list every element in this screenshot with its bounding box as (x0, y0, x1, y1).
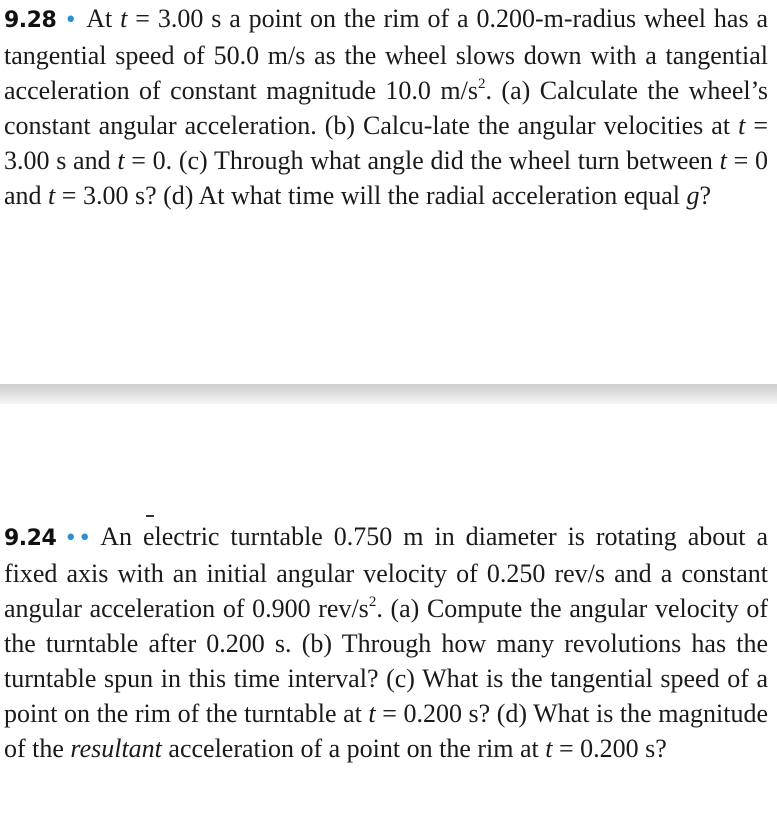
problem-text: An electric turntable 0.750 m in diameter is rotating about a fixed axis with an initial angular velocity of 0.250 rev/s and a constant angular acceleration of 0.900 rev/s (4, 522, 768, 623)
problem-text: At (86, 4, 121, 33)
problem-9-24 (4, 519, 768, 766)
problem-text: . (a) Compute the angular velocity of the turntable after 0.200 s. (b) Through how many revolutions has the turntable spun in this time interval? (c) What is the tangential speed of a point on the rim of the turntable at (4, 594, 768, 728)
time-variable: t (120, 4, 128, 33)
time-variable: t (545, 734, 553, 763)
problem-number: 9.28 (4, 8, 57, 33)
problem-number: 9.24 (4, 526, 57, 551)
problem-text: = 3.00 s and (4, 111, 768, 175)
time-variable: t (117, 146, 125, 175)
gravity-variable: g (686, 181, 700, 210)
problem-text: . (a) Calculate the wheel’s constant angular acceleration. (b) Calcu-late the angular velocities at (4, 76, 768, 140)
time-variable: t (368, 699, 376, 728)
emphasis-text: resultant (70, 734, 162, 763)
difficulty-dots-icon: •• (64, 526, 93, 551)
problem-text: = 0 and (4, 146, 768, 210)
difficulty-dot-icon: • (64, 8, 79, 33)
problem-text: = 0. (c) Through what angle did the wheel turn between (124, 146, 720, 175)
exponent: 2 (368, 594, 377, 610)
section-divider (0, 384, 777, 404)
problem-text: = 3.00 s a point on the rim of a 0.200-m-radius wheel has a tangential speed of 50.0 m/s as the wheel slows down with a tangential acceleration of constant magnitude 10.0 m/s (4, 4, 768, 105)
stray-mark (146, 515, 154, 517)
problem-text: = 3.00 s? (d) At what time will the radial acceleration equal (55, 181, 687, 210)
problem-text: = 0.200 s? (552, 734, 667, 763)
problem-text: acceleration of a point on the rim at (161, 734, 546, 763)
problem-text: = 0.200 s? (d) What is the magnitude of the (4, 699, 768, 763)
exponent: 2 (477, 76, 486, 92)
time-variable: t (719, 146, 727, 175)
time-variable: t (48, 181, 56, 210)
time-variable: t (738, 111, 746, 140)
problem-text: ? (699, 181, 712, 210)
problem-9-28 (4, 1, 768, 213)
